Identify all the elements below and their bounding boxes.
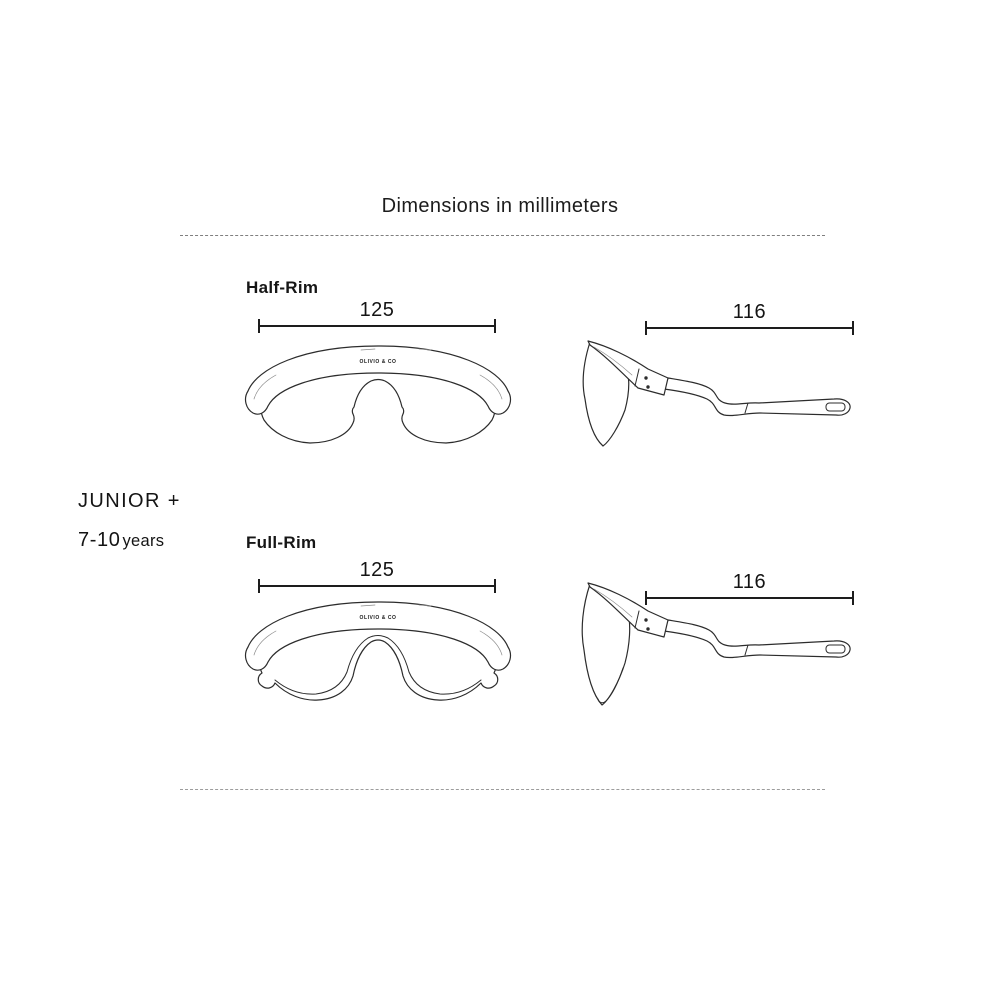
dimension-line (258, 585, 496, 587)
full-rim-side-drawing (580, 575, 860, 735)
hinge-screw-top (644, 618, 647, 621)
product-label (78, 489, 181, 552)
age-range-numbers: 7-10 (78, 529, 121, 551)
dimension-line (645, 327, 854, 329)
dimension-full-rim-lens-width (258, 559, 496, 587)
bottom-divider (180, 789, 825, 790)
dimension-value: 125 (359, 559, 395, 581)
product-age-range (78, 529, 181, 552)
brand-label: OLIVIO & CO (359, 359, 397, 365)
dimension-value: 125 (359, 299, 395, 321)
temple-tip-slot (826, 645, 845, 653)
half-rim-side-drawing (580, 333, 860, 458)
dimension-half-rim-lens-width (258, 299, 496, 327)
temple-arm-outline (664, 378, 850, 416)
temple-arm-outline (664, 620, 850, 658)
section-label-full-rim: Full-Rim (246, 533, 317, 552)
half-rim-front-drawing (243, 332, 513, 458)
dimension-tick-right (494, 319, 496, 333)
page-title: Dimensions in millimeters (381, 195, 619, 217)
dimension-value: 116 (732, 301, 767, 323)
dimension-line (258, 325, 496, 327)
brand-label: OLIVIO & CO (359, 615, 397, 621)
temple-tip-slot (826, 403, 845, 411)
dimension-value: 116 (732, 571, 767, 593)
section-label-half-rim: Half-Rim (246, 278, 319, 297)
dimension-tick-left (258, 319, 260, 333)
hinge-screw-bottom (646, 627, 649, 630)
dimension-half-rim-temple-length (645, 301, 854, 329)
top-divider (180, 235, 825, 236)
hinge-screw-bottom (646, 385, 649, 388)
hinge-screw-top (644, 376, 647, 379)
full-rim-front-drawing (243, 588, 513, 723)
age-range-unit: years (122, 532, 165, 550)
product-name: JUNIOR + (78, 490, 181, 512)
